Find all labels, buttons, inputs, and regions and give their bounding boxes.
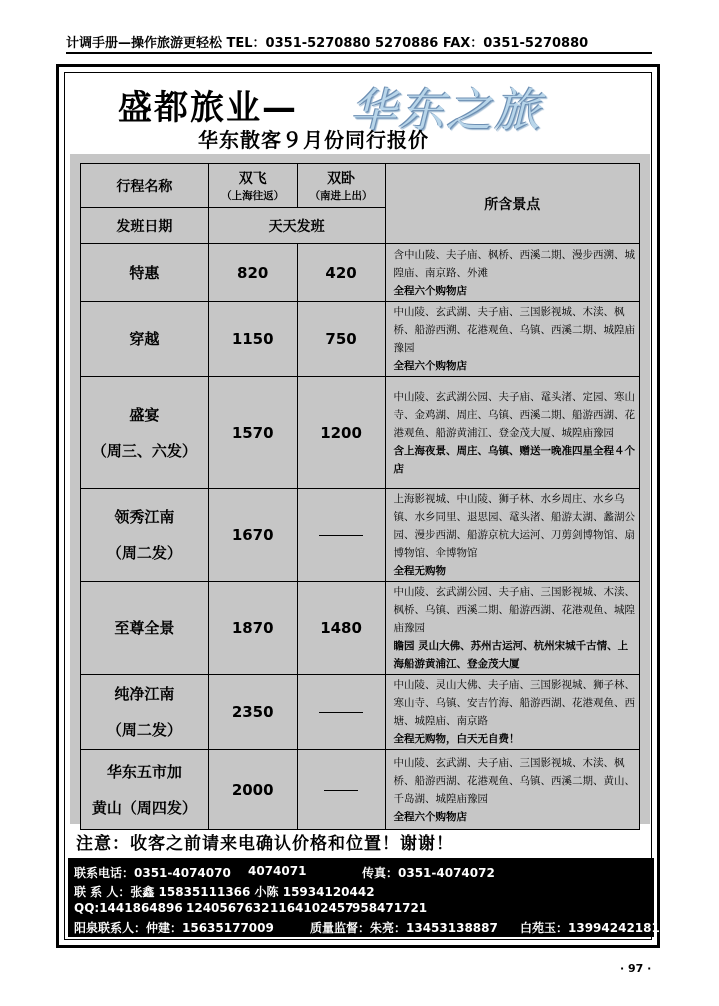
spots-text: 中山陵、玄武湖公园、夫子庙、三国影视城、木渎、枫桥、乌镇、西溪二期、船游西湖、花港观鱼、城隍庙豫园 xyxy=(393,586,636,634)
route-name: 穿越 xyxy=(81,302,209,377)
flight-price: 1150 xyxy=(208,302,297,377)
notice-text: 注意：收客之前请来电确认价格和位置！谢谢！ xyxy=(76,834,454,854)
sleeper-price-unavailable xyxy=(297,675,385,750)
dash-line xyxy=(319,712,363,713)
header-sleeper-label: 双卧 xyxy=(327,170,356,187)
header-flight-note: （上海往返） xyxy=(221,189,285,202)
contact-qq-2: 1240567632 xyxy=(186,901,270,915)
contact-block xyxy=(68,858,660,937)
header-sleeper-note: （南进上出） xyxy=(309,189,373,202)
spots-note: 全程六个购物店 xyxy=(393,360,468,372)
sleeper-price: 1200 xyxy=(297,377,385,489)
route-name: 领秀江南 xyxy=(114,508,175,526)
route-name: 至尊全景 xyxy=(81,582,209,675)
sleeper-price: 420 xyxy=(297,244,385,302)
sleeper-price-unavailable xyxy=(297,489,385,582)
contact-phone: 联系电话：0351-4074070 xyxy=(74,866,231,880)
table-row xyxy=(81,489,640,582)
header-divider xyxy=(66,52,652,54)
route-spots xyxy=(385,244,639,302)
route-name-cell xyxy=(81,750,209,830)
sleeper-price-unavailable xyxy=(297,750,385,830)
spots-note: 全程无购物，白天无自费！ xyxy=(393,733,520,745)
spots-text: 上海影视城、中山陵、狮子林、水乡周庄、水乡乌镇、水乡同里、退思园、鼋头渚、船游太湖、蠡湖公园、漫步西湖、船游京杭大运河、刀剪剑博物馆、扇博物馆、伞博物馆 xyxy=(393,493,636,559)
contact-people: 联 系 人：张鑫 15835111366 小陈 15934120442 xyxy=(74,885,375,899)
route-spots xyxy=(385,377,639,489)
route-spots xyxy=(385,302,639,377)
header-departure: 发班日期 xyxy=(81,208,209,244)
header-contact-line: 计调手册—操作旅游更轻松 TEL：0351-5270880 5270886 FAX：0351-5270880 xyxy=(66,36,589,51)
route-name: 特惠 xyxy=(81,244,209,302)
header-spots: 所含景点 xyxy=(385,164,639,244)
route-schedule: （周二发） xyxy=(106,721,182,739)
flight-price: 2000 xyxy=(208,750,297,830)
brand-art-title: 华东之旅 xyxy=(350,83,542,137)
table-row xyxy=(81,302,640,377)
flight-price: 2350 xyxy=(208,675,297,750)
route-schedule: 黄山（周四发） xyxy=(91,798,197,817)
table-row xyxy=(81,582,640,675)
header-flight xyxy=(208,164,297,208)
spots-text: 中山陵、灵山大佛、夫子庙、三国影视城、狮子林、寒山寺、乌镇、安吉竹海、船游西湖、花港观鱼、西塘、城隍庙、南京路 xyxy=(393,679,636,727)
contact-qq-3: 1164102457 xyxy=(270,901,354,915)
contact-yangquan: 阳泉联系人：仲建：15635177009 xyxy=(74,921,274,935)
page-number: · 97 · xyxy=(620,962,652,975)
spots-text: 中山陵、玄武湖、夫子庙、三国影视城、木渎、枫桥、船游西溯、花港观鱼、乌镇、西溪二期、城隍庙豫园 xyxy=(393,306,636,354)
route-name-cell xyxy=(81,377,209,489)
contact-supervisor: 质量监督：朱亮：13453138887 xyxy=(310,921,498,935)
contact-bai: 白苑玉：13994242181 xyxy=(520,921,660,935)
spots-note: 全程无购物 xyxy=(393,565,447,577)
table-row xyxy=(81,244,640,302)
table-header-row xyxy=(81,164,640,208)
contact-qq-1: QQ:1441864896 xyxy=(74,901,183,915)
route-spots xyxy=(385,750,639,830)
spots-text: 含中山陵、夫子庙、枫桥、西溪二期、漫步西溯、城隍庙、南京路、外滩 xyxy=(393,248,636,279)
dash-line xyxy=(319,535,363,536)
route-schedule: （周二发） xyxy=(106,544,182,562)
route-name-cell xyxy=(81,489,209,582)
table-row xyxy=(81,675,640,750)
flight-price: 1870 xyxy=(208,582,297,675)
flight-price: 1570 xyxy=(208,377,297,489)
header-departure-value: 天天发班 xyxy=(208,208,385,244)
route-name-cell xyxy=(81,675,209,750)
route-name: 华东五市加 xyxy=(106,762,182,781)
spots-text: 中山陵、玄武湖、夫子庙、三国影视城、木渎、枫桥、船游西湖、花港观鱼、乌镇、西溪二期、黄山、千岛湖、城隍庙豫园 xyxy=(393,756,636,805)
header-flight-label: 双飞 xyxy=(238,170,267,187)
brand-name: 盛都旅业— xyxy=(118,88,298,128)
table-row xyxy=(81,750,640,830)
contact-qq-4: 958471721 xyxy=(352,901,428,915)
header-route-name: 行程名称 xyxy=(81,164,209,208)
route-name: 盛宴 xyxy=(129,405,160,424)
flight-price: 1670 xyxy=(208,489,297,582)
page-subtitle: 华东散客９月份同行报价 xyxy=(198,128,429,152)
route-name: 纯净江南 xyxy=(114,685,175,703)
route-spots xyxy=(385,489,639,582)
spots-note: 全程六个购物店 xyxy=(393,284,468,297)
dash-line xyxy=(324,790,358,791)
route-spots xyxy=(385,675,639,750)
price-table xyxy=(80,163,640,830)
spots-note: 瞻园 灵山大佛、苏州古运河、杭州宋城千古情、上海船游黄浦江、登金茂大厦 xyxy=(393,640,629,670)
sleeper-price: 1480 xyxy=(297,582,385,675)
table-row xyxy=(81,377,640,489)
header-sleeper xyxy=(297,164,385,208)
sleeper-price: 750 xyxy=(297,302,385,377)
contact-phone-2: 4074071 xyxy=(248,864,307,878)
route-schedule: （周三、六发） xyxy=(91,441,197,460)
spots-note: 含上海夜景、周庄、乌镇、赠送一晚准四星全程４个店 xyxy=(393,444,636,475)
contact-fax: 传真：0351-4074072 xyxy=(362,866,495,880)
spots-note: 全程六个购物店 xyxy=(393,810,468,823)
spots-text: 中山陵、玄武湖公园、夫子庙、鼋头渚、定园、寒山寺、金鸡湖、周庄、乌镇、西溪二期、船游西湖、花港观鱼、船游黄浦江、登金茂大厦、城隍庙豫园 xyxy=(393,390,636,439)
flight-price: 820 xyxy=(208,244,297,302)
route-spots xyxy=(385,582,639,675)
